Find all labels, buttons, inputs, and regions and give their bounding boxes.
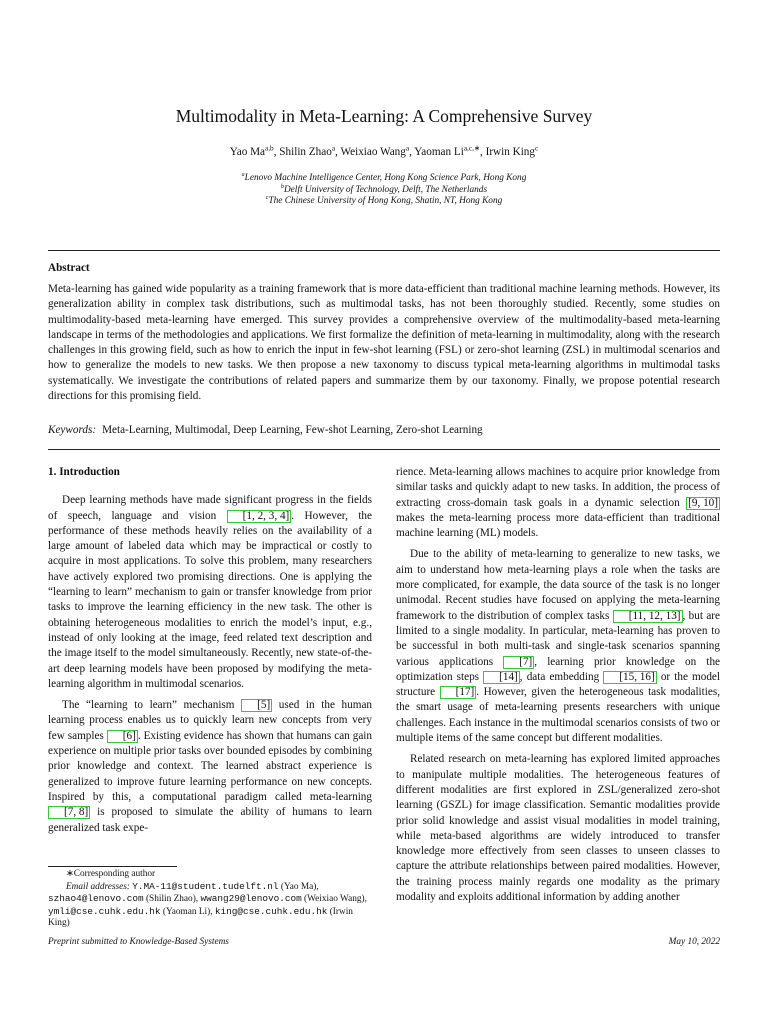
section-heading: 1. Introduction xyxy=(48,466,120,478)
email-owner: (Irwin King) xyxy=(48,906,353,929)
citation-link: [11, 12, 13] xyxy=(613,610,683,623)
abstract-heading: Abstract xyxy=(48,262,90,274)
left-paragraphs xyxy=(48,493,372,836)
author-name: Shilin Zhao$^a$ xyxy=(279,144,336,158)
body-text: used in the human learning process enables us to quickly learn new concepts from very few samples xyxy=(48,699,372,742)
citation-link: [7] xyxy=(503,656,534,669)
citation-link: [5] xyxy=(241,699,272,712)
body-text: . Existing evidence has shown that humans can gain experience on multiple prior tasks over bounded episodes by combining prior knowledge and context. The learned abstract experience is generalized to improve future learning performance on new concepts. Inspired by this, a computational paradigm called meta-learning xyxy=(48,729,372,803)
affiliation xyxy=(0,185,768,197)
citation-link: [17] xyxy=(440,686,477,699)
affiliation-text: Lenovo Machine Intelligence Center, Hong Kong Science Park, Hong Kong xyxy=(244,173,527,183)
body-text: makes the meta-learning process more data-efficient than traditional machine learning (ML) models. xyxy=(396,511,720,540)
citation-link: [14] xyxy=(483,671,520,684)
body-text: or the model structure xyxy=(396,670,720,699)
author-name: Yaoman $Li^{a,c,∗}$ xyxy=(414,144,480,158)
author-affil-mark: a xyxy=(405,144,410,153)
email-owner: (Yaoman Li), xyxy=(160,906,215,917)
preprint-date: May 10, 2022 xyxy=(668,937,720,947)
body-text: , data embedding xyxy=(519,670,604,683)
footnote xyxy=(48,869,372,930)
body-paragraph xyxy=(48,698,372,836)
email-owner: (Shilin Zhao), xyxy=(143,894,201,905)
citation-link: [1, 2, 3, 4] xyxy=(227,510,292,523)
affiliation xyxy=(0,196,768,208)
affiliation-mark: c xyxy=(265,195,269,202)
paper-title: Multimodality in Meta-Learning: A Comprehensive Survey xyxy=(175,106,593,126)
preprint-note: Preprint submitted to Knowledge-Based Systems xyxy=(48,937,229,947)
body-text: , but are limited to a single modality. In particular, meta-learning has proven to be successful in both multi-task and single-task scenarios spanning various applications xyxy=(396,609,720,668)
keywords-text: Meta-Learning, Multimodal, Deep Learning, Few-shot Learning, Zero-shot Learning xyxy=(102,424,483,436)
author-affil-mark: c xyxy=(535,144,539,153)
right-paragraphs xyxy=(396,465,720,905)
author-name: Yao Ma$^{a,b}$ xyxy=(229,144,274,158)
author-affil-mark: a xyxy=(331,144,336,153)
body-paragraph xyxy=(396,465,720,541)
body-text: , learning prior knowledge on the optimization steps xyxy=(396,655,721,683)
author-list: Yao Ma$^{a,b}$, Shilin Zhao$^a$, Weixiao Wang$^a$, Yaoman $Li^{a,c,∗}$, Irwin King$^c$ xyxy=(229,144,539,158)
author-affil-mark: a,b xyxy=(265,144,274,153)
affiliation-text: The Chinese University of Hong Kong, Shatin, NT, Hong Kong xyxy=(268,196,503,207)
keywords xyxy=(48,424,720,436)
body-text: Related research on meta-learning has explored limited approaches to manipulate multiple modalities. The heterogeneous features of different modalities are first explored in ZSL/generalized zero-shot learning (GSZL) for image classification. Semantic modalities provide prior solid knowledge and assist visual modalities in model training, while meta-based algorithms are widely introduced to transfer knowledge more effectively from seen classes to unseen classes to capture the attribute relationships between paired modalities. However, the training process mainly regards one modality as the primary modality and exploits additional information by adding another xyxy=(396,753,720,904)
email-address: ymli@cse.cuhk.edu.hk xyxy=(48,905,161,917)
author-name: Irwin King$^c$ xyxy=(485,144,539,158)
body-text: . However, given the heterogeneous task modalities, the smart usage of meta-learning presents researchers with unique challenges. Each instance in the multimodal scenarios consists of two or multiple items of the same concept but different modalities. xyxy=(396,686,720,745)
email-list xyxy=(48,881,372,930)
email-owner: (Yao Ma), xyxy=(278,881,319,892)
right-column xyxy=(396,465,720,905)
abstract-top-rule xyxy=(48,250,720,251)
corresponding-note: ∗Corresponding author xyxy=(66,869,156,879)
email-address: king@cse.cuhk.edu.hk xyxy=(214,905,328,917)
body-paragraph xyxy=(396,547,720,746)
body-text: The “learning to learn” mechanism xyxy=(62,699,242,712)
body-text: Due to the ability of meta-learning to generalize to new tasks, we aim to understand how meta-learning plays a role when the tasks are more complicated, for example, the data source of the task is no longer unimodal. Recent studies have focused on applying the meta-learning framework to the distribution of complex tasks xyxy=(396,548,720,622)
author-name: Weixiao Wang$^a$ xyxy=(340,144,410,158)
abstract-bottom-rule xyxy=(48,449,720,450)
left-column xyxy=(48,465,372,836)
affiliation-mark: a xyxy=(241,171,245,178)
affiliation-mark: b xyxy=(280,183,284,190)
author-affil-mark: a,c,∗ xyxy=(463,144,480,153)
email-owner: (Weixiao Wang), xyxy=(301,894,367,905)
abstract-text: Meta-learning has gained wide popularity as a training framework that is more data-efficient than traditional machine learning methods. However, its generalization ability in complex task distributions, such as multimodal tasks, has not been thoroughly studied. Recently, some studies on multimodality-based meta-learning have emerged. This survey provides a comprehensive overview of the multimodality-based meta-learning landscape in terms of the methodologies and applications. We first formalize the definition of meta-learning in multimodality, along with the research challenges in this growing field, such as how to enrich the input in few-shot learning (FSL) or zero-shot learning (ZSL) in multimodal scenarios and how to generalize the models to new tasks. We then propose a new taxonomy to discuss typical meta-learning algorithms in multimodal tasks systematically. We investigate the contributions of related papers and summarize them by our taxonomy. Finally, we propose potential research directions for this promising field. xyxy=(48,283,720,403)
email-address: wwang29@lenovo.com xyxy=(200,893,302,905)
citation-link: [9, 10] xyxy=(688,496,718,509)
footnote-rule xyxy=(48,866,177,867)
citation-link: [6] xyxy=(107,730,138,743)
body-paragraph xyxy=(396,752,720,905)
body-paragraph xyxy=(48,493,372,692)
body-text: . However, the performance of these methods heavily relies on the availability of a large amount of labeled data which may be impractical or costly to acquire in most applications. To solve this problem, many researchers have actively explored two promising directions. One is applying the “learning to learn” mechanism to gain or transfer knowledge from prior tasks to improve the learning efficiency in the new task. The other is obtaining heterogeneous modalities to enrich the model’s input, e.g., instead of only looking at the image, feed related text description and the image itself to the model simultaneously. Recently, new state-of-the-art deep learning models have been proposed by modifying the meta-learning algorithm in multimodal scenarios. xyxy=(48,509,372,690)
email-label: Email addresses: xyxy=(66,881,133,892)
body-text: Deep learning methods have made significant progress in the fields of speech, language and vision xyxy=(48,494,372,522)
email-address: Y.MA-11@student.tudelft.nl xyxy=(132,880,279,892)
affiliation-list xyxy=(0,173,768,208)
citation-link: [15, 16] xyxy=(603,671,656,684)
body-text: rience. Meta-learning allows machines to acquire prior knowledge from similar tasks and quickly adapt to new tasks. In addition, the process of extracting cross-domain task goals in a dynamic selection xyxy=(396,466,720,509)
affiliation xyxy=(0,173,768,185)
affiliation-text: Delft University of Technology, Delft, The Netherlands xyxy=(283,184,488,195)
email-address: szhao4@lenovo.com xyxy=(48,893,144,905)
citation-link: [7, 8] xyxy=(48,806,90,819)
body-text: is proposed to simulate the ability of humans to learn generalized task expe- xyxy=(48,806,372,834)
keywords-label: Keywords: xyxy=(48,424,97,436)
